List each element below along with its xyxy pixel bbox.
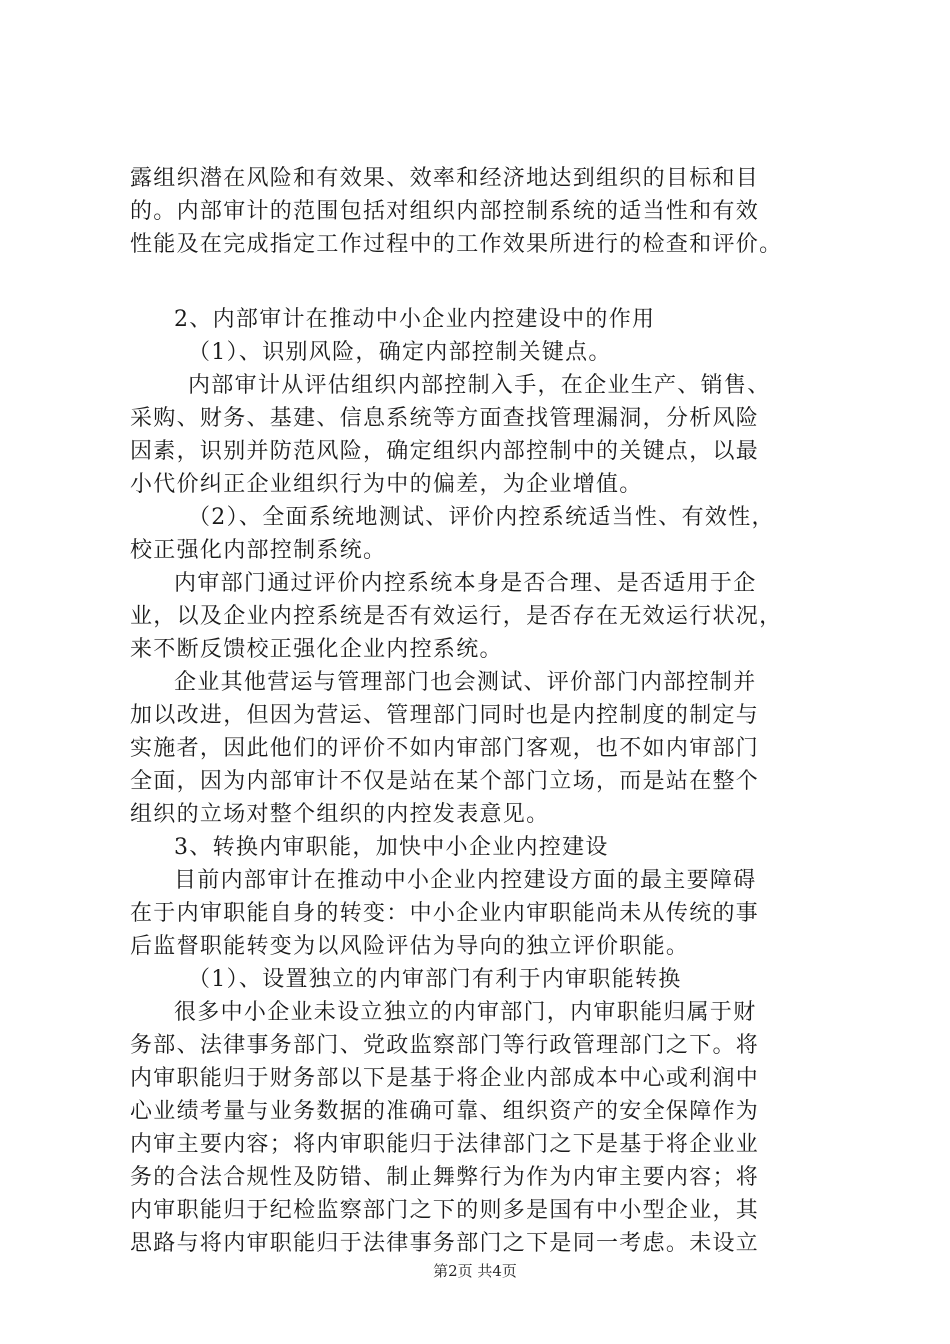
text-line: （1）、设置独立的内审部门有利于内审职能转换	[188, 967, 682, 992]
text-line: 加以改进，但因为营运、管理部门同时也是内控制度的制定与	[130, 703, 760, 728]
text-line: （2）、全面系统地测试、评价内控系统适当性、有效性，	[188, 505, 775, 530]
text-line: （1）、识别风险，确定内部控制关键点。	[188, 340, 612, 365]
section-heading	[130, 831, 830, 864]
text-line: 性能及在完成指定工作过程中的工作效果所进行的检查和评价。	[130, 232, 783, 257]
text-line: 3、转换内审职能，加快中小企业内控建设	[174, 835, 609, 860]
text-line: 内审部门通过评价内控系统本身是否合理、是否适用于企	[174, 571, 757, 596]
text-line: 来不断反馈校正强化企业内控系统。	[130, 637, 503, 662]
text-line: 目前内部审计在推动中小企业内控建设方面的最主要障碍	[174, 868, 757, 893]
subsection-heading	[130, 501, 830, 567]
paragraph	[130, 996, 830, 1260]
text-line: 后监督职能转变为以风险评估为导向的独立评价职能。	[130, 934, 690, 959]
text-line: 实施者，因此他们的评价不如内审部门客观，也不如内审部门	[130, 736, 760, 761]
text-line: 因素，识别并防范风险，确定组织内部控制中的关键点，以最	[130, 439, 760, 464]
text-line: 组织的立场对整个组织的内控发表意见。	[130, 802, 550, 827]
text-line: 业，以及企业内控系统是否有效运行，是否存在无效运行状况，	[130, 604, 783, 629]
page-footer: 第2页 共4页	[433, 1262, 517, 1280]
text-line: 全面，因为内部审计不仅是站在某个部门立场，而是站在整个	[130, 769, 760, 794]
text-line: 采购、财务、基建、信息系统等方面查找管理漏洞，分析风险	[130, 406, 760, 431]
text-line: 露组织潜在风险和有效果、效率和经济地达到组织的目标和目	[130, 166, 760, 191]
subsection-heading	[130, 336, 830, 369]
paragraph	[130, 666, 830, 831]
paragraph	[130, 162, 830, 261]
text-line: 内审职能归于财务部以下是基于将企业内部成本中心或利润中	[130, 1066, 760, 1091]
text-line: 的。内部审计的范围包括对组织内部控制系统的适当性和有效	[130, 199, 760, 224]
text-line: 内部审计从评估组织内部控制入手，在企业生产、销售、	[188, 373, 771, 398]
text-line: 2、内部审计在推动中小企业内控建设中的作用	[174, 307, 656, 332]
text-line: 务的合法合规性及防错、制止舞弊行为作为内审主要内容；将	[130, 1165, 760, 1190]
subsection-heading	[130, 963, 830, 996]
document-body	[130, 162, 830, 1260]
text-line: 在于内审职能自身的转变：中小企业内审职能尚未从传统的事	[130, 901, 760, 926]
text-line: 务部、法律事务部门、党政监察部门等行政管理部门之下。将	[130, 1033, 760, 1058]
text-line: 内审职能归于纪检监察部门之下的则多是国有中小型企业，其	[130, 1198, 760, 1223]
paragraph-gap	[130, 261, 830, 303]
text-line: 很多中小企业未设立独立的内审部门，内审职能归属于财	[174, 1000, 757, 1025]
paragraph	[130, 864, 830, 963]
text-line: 校正强化内部控制系统。	[130, 538, 387, 563]
text-line: 企业其他营运与管理部门也会测试、评价部门内部控制并	[174, 670, 757, 695]
paragraph	[130, 369, 830, 501]
section-heading	[130, 303, 830, 336]
paragraph	[130, 567, 830, 666]
text-line: 内审主要内容；将内审职能归于法律部门之下是基于将企业业	[130, 1132, 760, 1157]
text-line: 心业绩考量与业务数据的准确可靠、组织资产的安全保障作为	[130, 1099, 760, 1124]
text-line: 小代价纠正企业组织行为中的偏差，为企业增值。	[130, 472, 643, 497]
text-line: 思路与将内审职能归于法律事务部门之下是同一考虑。未设立	[130, 1231, 760, 1256]
